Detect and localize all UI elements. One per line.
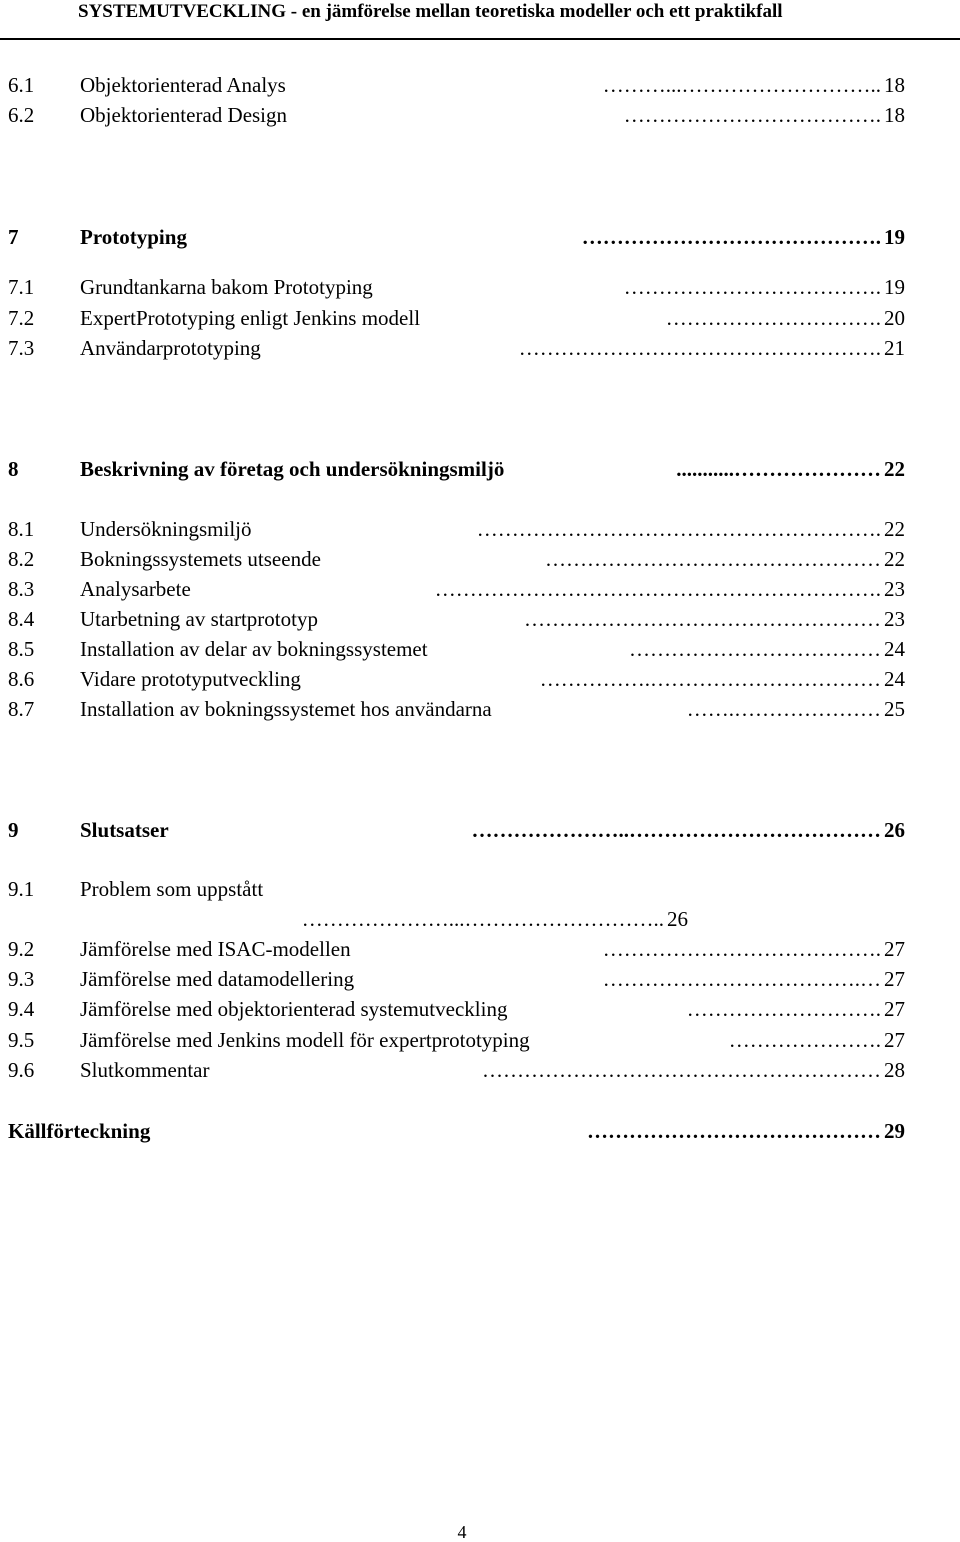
toc-entry-title: Installation av bokningssystemet hos användarna bbox=[80, 697, 492, 721]
toc-entry bbox=[0, 333, 960, 363]
toc-dot-leader: …………………………. bbox=[665, 306, 881, 330]
toc-entry-number: 9.6 bbox=[8, 1058, 35, 1082]
toc-entry-title: Objektorienterad Analys bbox=[80, 73, 286, 97]
toc-entry bbox=[0, 634, 960, 664]
toc-entry-title: Jämförelse med ISAC-modellen bbox=[80, 937, 351, 961]
toc-entry bbox=[0, 604, 960, 634]
toc-entry-number: 9.1 bbox=[8, 877, 35, 901]
toc-entry-number: 8.2 bbox=[8, 547, 35, 571]
toc-dot-leader: ………………………………. bbox=[623, 275, 881, 299]
toc-entry-page: 27 bbox=[884, 937, 905, 961]
toc-entry-page: 26 bbox=[667, 907, 688, 931]
toc-entry bbox=[0, 100, 960, 130]
toc-entry bbox=[0, 904, 960, 934]
toc-entry bbox=[0, 1116, 960, 1146]
toc-entry-title: Objektorienterad Design bbox=[80, 103, 288, 127]
toc-dot-leader: ………………………………………………… bbox=[482, 1058, 881, 1082]
toc-entry-page: 18 bbox=[884, 103, 905, 127]
toc-dot-leader: ……………………………… bbox=[629, 637, 881, 661]
toc-entry-title: Slutsatser bbox=[80, 818, 169, 842]
toc-entry-title: Jämförelse med objektorienterad systemutveckling bbox=[80, 997, 508, 1021]
toc-dot-leader: …………….…………………………… bbox=[539, 667, 881, 691]
toc-entry-title: Bokningssystemets utseende bbox=[80, 547, 321, 571]
toc-entry-page: 27 bbox=[884, 1028, 905, 1052]
toc-entry-title: Utarbetning av startprototyp bbox=[80, 607, 318, 631]
toc-dot-leader: …………………..……………………………… bbox=[471, 818, 881, 842]
toc-entry-number: 9.3 bbox=[8, 967, 35, 991]
toc-entry-title: Jämförelse med Jenkins modell för expertprototyping bbox=[80, 1028, 530, 1052]
toc-entry-page: 27 bbox=[884, 997, 905, 1021]
toc-entry bbox=[0, 1055, 960, 1085]
toc-entry-page: 24 bbox=[884, 637, 905, 661]
toc-entry-page: 28 bbox=[884, 1058, 905, 1082]
toc-entry-page: 22 bbox=[884, 547, 905, 571]
toc-dot-leader: …………………...……………………….. bbox=[301, 907, 664, 931]
toc-dot-leader: …………………………………………………. bbox=[476, 517, 881, 541]
toc-entry-title: Installation av delar av bokningssystemet bbox=[80, 637, 428, 661]
toc-entry bbox=[0, 815, 960, 845]
toc-entry bbox=[0, 303, 960, 333]
toc-entry-page: 21 bbox=[884, 336, 905, 360]
toc-dot-leader: ………...……………………….. bbox=[602, 73, 881, 97]
toc-entry-page: 20 bbox=[884, 306, 905, 330]
toc-entry-title: Problem som uppstått bbox=[80, 877, 264, 901]
toc-entry-page: 23 bbox=[884, 577, 905, 601]
toc-entry-number: 7.3 bbox=[8, 336, 35, 360]
toc-entry-number: 6.1 bbox=[8, 73, 35, 97]
toc-dot-leader: ...........………………… bbox=[676, 457, 881, 481]
toc-entry-title: Beskrivning av företag och undersökningsmiljö bbox=[80, 457, 505, 481]
toc-dot-leader: ………………………. bbox=[686, 997, 881, 1021]
toc-entry-page: 23 bbox=[884, 607, 905, 631]
toc-dot-leader: ……………………………………. bbox=[581, 225, 881, 249]
toc-entry bbox=[0, 1025, 960, 1055]
toc-entry-title: Slutkommentar bbox=[80, 1058, 210, 1082]
toc-entry-number: 8.4 bbox=[8, 607, 35, 631]
toc-entry-number: 8.3 bbox=[8, 577, 35, 601]
toc-dot-leader: …………………………………… bbox=[587, 1119, 881, 1143]
toc-entry-number: 9.4 bbox=[8, 997, 35, 1021]
toc-entry-number: 7 bbox=[8, 225, 19, 249]
toc-entry bbox=[0, 514, 960, 544]
toc-entry bbox=[0, 272, 960, 302]
toc-entry bbox=[0, 222, 960, 252]
toc-entry-title: Jämförelse med datamodellering bbox=[80, 967, 355, 991]
toc-dot-leader: …………………………………. bbox=[602, 937, 881, 961]
toc-dot-leader: ……………………………….… bbox=[602, 967, 881, 991]
toc-entry-number: 6.2 bbox=[8, 103, 35, 127]
toc-entry-title: Vidare prototyputveckling bbox=[80, 667, 301, 691]
toc-entry-title: ExpertPrototyping enligt Jenkins modell bbox=[80, 306, 421, 330]
toc-entry-number: 9.2 bbox=[8, 937, 35, 961]
toc-dot-leader: ………………………………………… bbox=[545, 547, 881, 571]
toc-dot-leader: ……………………………………………. bbox=[518, 336, 881, 360]
toc-entry-title: Grundtankarna bakom Prototyping bbox=[80, 275, 373, 299]
toc-entry-page: 22 bbox=[884, 457, 905, 481]
toc-entry-page: 19 bbox=[884, 225, 905, 249]
toc-dot-leader: …….………………… bbox=[686, 697, 881, 721]
toc-entry-title: Prototyping bbox=[80, 225, 187, 249]
toc-entry-page: 27 bbox=[884, 967, 905, 991]
toc-dot-leader: ………………………………. bbox=[623, 103, 881, 127]
header-title: SYSTEMUTVECKLING - en jämförelse mellan teoretiska modeller och ett praktikfall bbox=[78, 1, 783, 22]
toc-entry-number: 8.5 bbox=[8, 637, 35, 661]
toc-entry-page: 24 bbox=[884, 667, 905, 691]
toc-entry-page: 29 bbox=[884, 1119, 905, 1143]
toc-entry bbox=[0, 994, 960, 1024]
toc-entry bbox=[0, 70, 960, 100]
toc-entry-number: 8.7 bbox=[8, 697, 35, 721]
toc-entry bbox=[0, 454, 960, 484]
toc-entry-page: 26 bbox=[884, 818, 905, 842]
toc-entry-number: 8.6 bbox=[8, 667, 35, 691]
toc-entry bbox=[0, 694, 960, 724]
toc-dot-leader: ………………………………………………………. bbox=[434, 577, 881, 601]
toc-entry-number: 8 bbox=[8, 457, 19, 481]
toc-entry-number: 7.2 bbox=[8, 306, 35, 330]
toc-entry bbox=[0, 544, 960, 574]
toc-entry-number: 7.1 bbox=[8, 275, 35, 299]
toc-entry-number: 9.5 bbox=[8, 1028, 35, 1052]
toc-entry-title: Användarprototyping bbox=[80, 336, 261, 360]
toc-entry-page: 18 bbox=[884, 73, 905, 97]
toc-entry bbox=[0, 874, 960, 904]
page-number: 4 bbox=[457, 1522, 467, 1542]
toc-entry bbox=[0, 934, 960, 964]
toc-dot-leader: …………………………………………… bbox=[524, 607, 881, 631]
toc-entry bbox=[0, 964, 960, 994]
toc-entry-title: Analysarbete bbox=[80, 577, 191, 601]
toc-entry-title: Källförteckning bbox=[8, 1119, 151, 1143]
toc-entry-page: 22 bbox=[884, 517, 905, 541]
toc-entry-page: 19 bbox=[884, 275, 905, 299]
toc-entry-title: Undersökningsmiljö bbox=[80, 517, 252, 541]
toc-entry-number: 9 bbox=[8, 818, 19, 842]
toc-entry-page: 25 bbox=[884, 697, 905, 721]
toc-entry bbox=[0, 664, 960, 694]
toc-entry-number: 8.1 bbox=[8, 517, 35, 541]
toc-dot-leader: …………………. bbox=[728, 1028, 881, 1052]
toc-entry bbox=[0, 574, 960, 604]
